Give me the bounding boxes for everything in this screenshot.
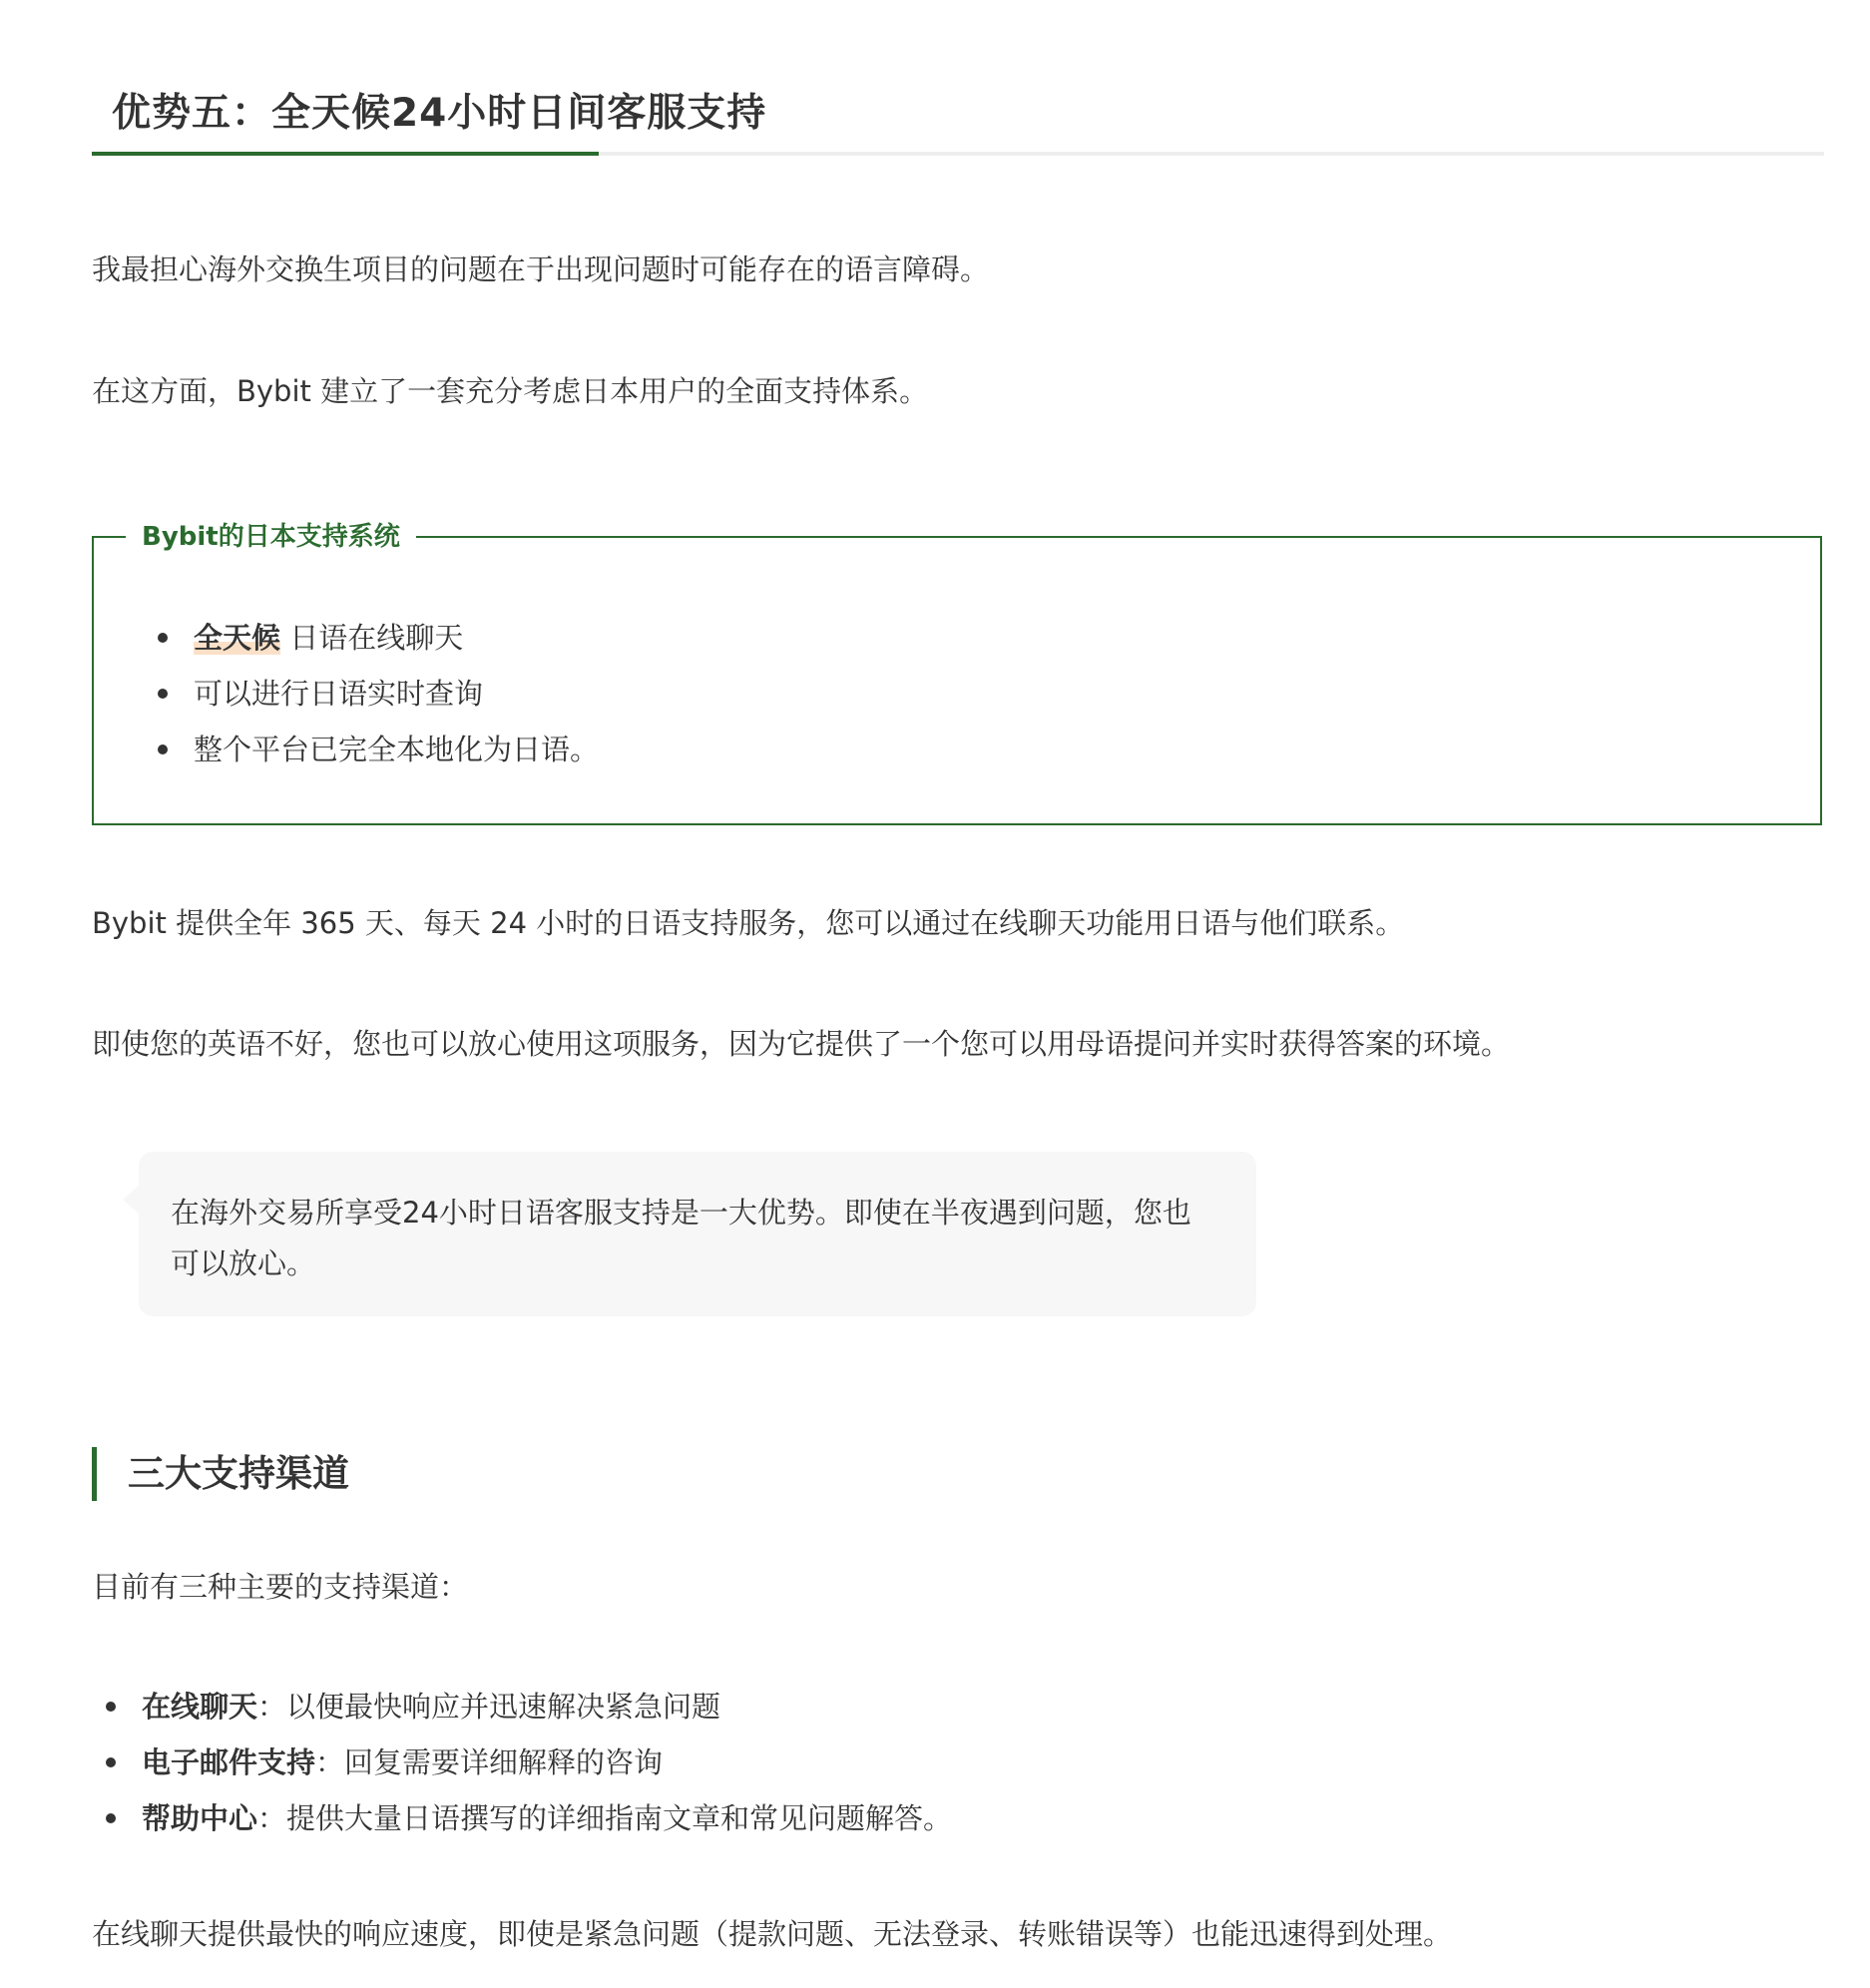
list-item — [158, 610, 599, 666]
channel-label: 帮助中心 — [142, 1801, 258, 1835]
list-item — [106, 1735, 952, 1790]
bubble-tail — [123, 1186, 139, 1214]
section-heading — [92, 60, 1824, 160]
channel-description: ：以便最快响应并迅速解决紧急问题 — [257, 1690, 721, 1724]
section-heading-title: 优势五：全天候24小时日间客服支持 — [112, 91, 767, 136]
speech-bubble — [139, 1152, 1256, 1316]
channel-label: 在线聊天 — [142, 1690, 258, 1724]
list-item-text: 日语在线聊天 — [289, 621, 464, 655]
paragraph-language-concern: 我最担心海外交换生项目的问题在于出现问题时可能存在的语言障碍。 — [92, 252, 990, 286]
heading-accent-bar — [92, 1447, 97, 1501]
channel-label: 电子邮件支持 — [142, 1745, 316, 1779]
subsection-heading-title: 三大支持渠道 — [128, 1452, 349, 1495]
support-box-title: Bybit的日本支持系统 — [126, 517, 416, 557]
heading-rule-accent — [92, 152, 599, 156]
support-box-list — [158, 610, 599, 777]
bullet-icon — [158, 745, 168, 754]
bubble-text: 在海外交易所享受24小时日语客服支持是一大优势。即使在半夜遇到问题，您也可以放心。 — [171, 1196, 1191, 1280]
highlight-text: 全天候 — [194, 621, 281, 655]
list-item — [106, 1679, 952, 1735]
support-system-box — [92, 522, 1822, 825]
list-item-text: 整个平台已完全本地化为日语。 — [194, 733, 600, 766]
channel-description: ：提供大量日语撰写的详细指南文章和常见问题解答。 — [257, 1801, 953, 1835]
bullet-icon — [106, 1757, 116, 1767]
bullet-icon — [158, 689, 168, 699]
paragraph-24h-support: Bybit 提供全年 365 天、每天 24 小时的日语支持服务，您可以通过在线聊天功能用日语与他们联系。 — [92, 906, 1405, 940]
paragraph-channels-intro: 目前有三种主要的支持渠道： — [92, 1570, 469, 1604]
list-item — [106, 1790, 952, 1846]
bullet-icon — [106, 1813, 116, 1823]
list-item-text: 可以进行日语实时查询 — [194, 677, 484, 711]
paragraph-live-chat-speed: 在线聊天提供最快的响应速度，即使是紧急问题（提款问题、无法登录、转账错误等）也能迅速得到处理。 — [92, 1917, 1453, 1951]
bullet-icon — [158, 633, 168, 643]
channels-list — [106, 1679, 952, 1846]
list-item — [158, 722, 599, 777]
bullet-icon — [106, 1702, 116, 1712]
list-item — [158, 666, 599, 722]
paragraph-native-language: 即使您的英语不好，您也可以放心使用这项服务，因为它提供了一个您可以用母语提问并实时获得答案的环境。 — [92, 1027, 1511, 1061]
channel-description: ：回复需要详细解释的咨询 — [315, 1745, 664, 1779]
paragraph-support-system: 在这方面，Bybit 建立了一套充分考虑日本用户的全面支持体系。 — [92, 374, 929, 408]
